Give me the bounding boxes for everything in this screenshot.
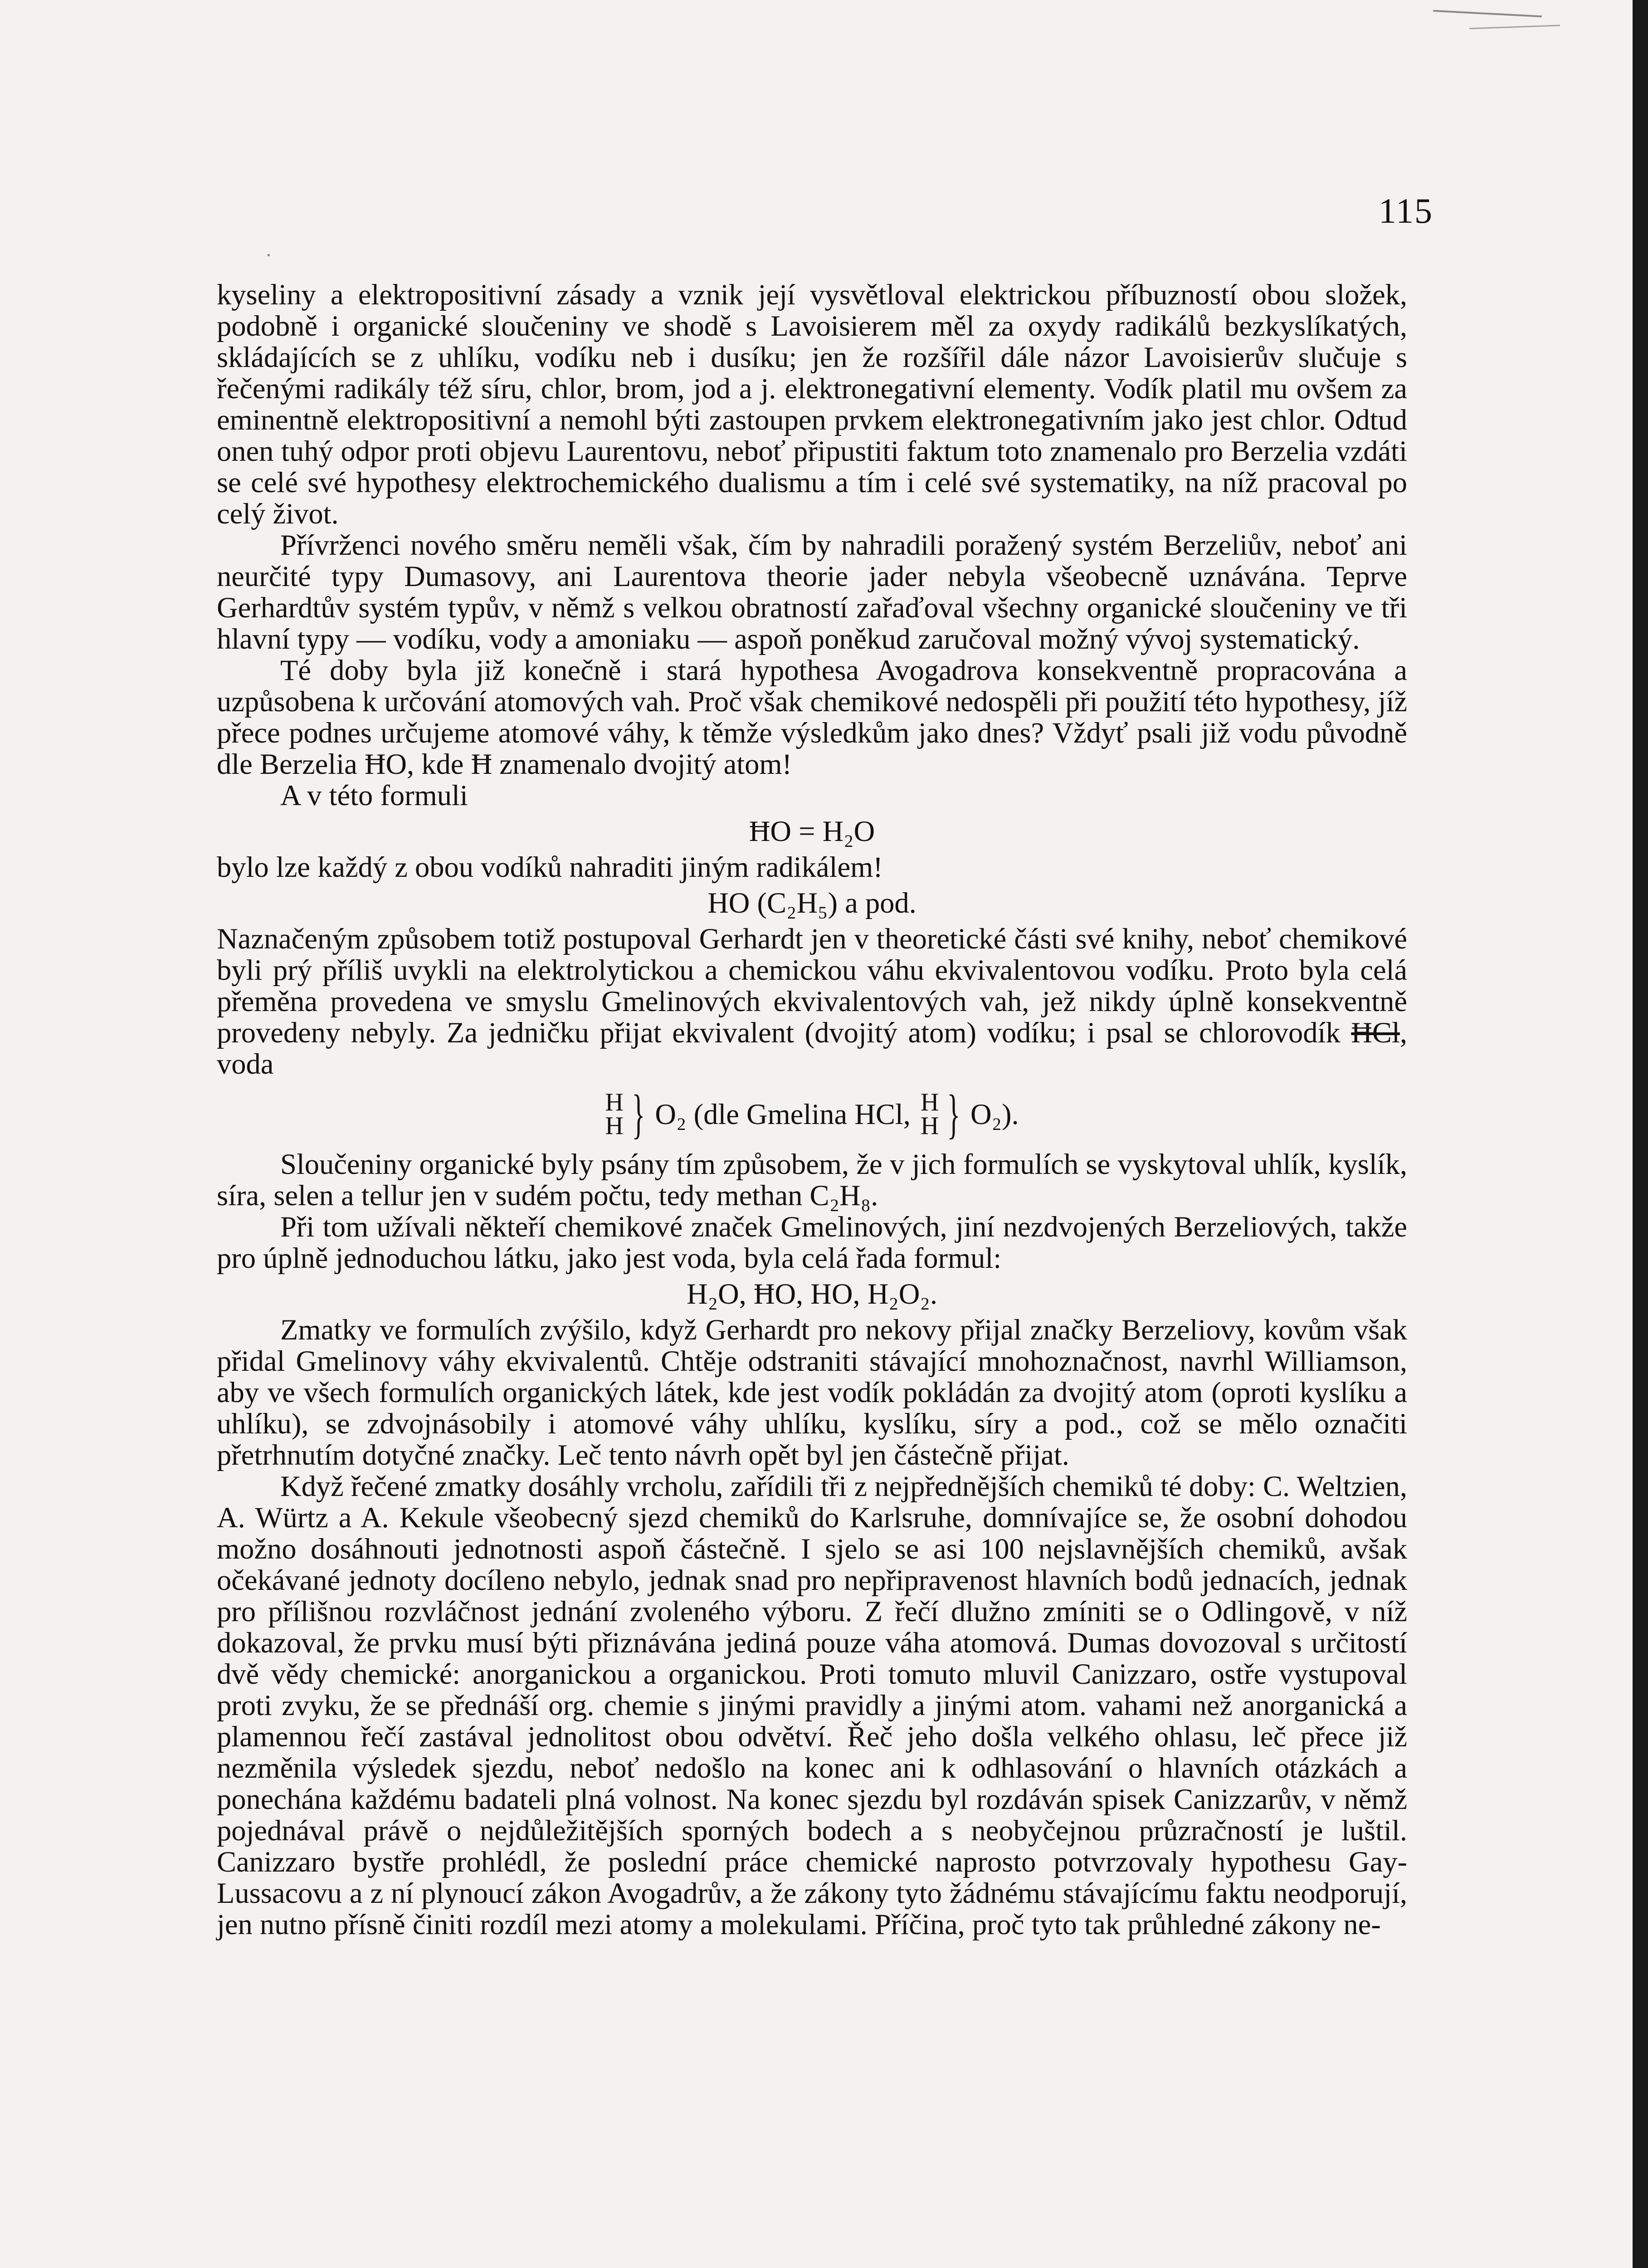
paragraph-text: Naznačeným způsobem totiž postupoval Gerhardt jen v theoretické části své knihy, neboť chemikové byli prý příliš uvykli na elektrolytickou a chemickou váhu ekvivalentovou vodíku. Proto byla celá přeměna provedena ve smyslu Gmelinových ekvivalentových vah, jež nikdy úplně konsekventně provedeny nebyly. Za jedničku přijat ekvivalent (dvojitý atom) vodíku; i psal se chlorovodík — [217, 923, 1407, 1049]
formula-symbol: H — [605, 1112, 624, 1140]
formula-symbol: H — [920, 1088, 939, 1116]
paragraph-tail: , voda — [217, 1017, 1407, 1080]
formula-stack — [921, 1090, 939, 1138]
page-body — [217, 279, 1407, 1940]
formula-water: ĦO = H₂O — [749, 815, 875, 847]
paragraph: Přívrženci nového směru neměli však, čím by nahradili poražený systém Berzeliův, neboť ani neurčité typy Dumasovy, ani Laurentova theorie jader nebyla všeobecně uznávána. Teprve Gerhardtův systém typův, v němž s velkou obratností zařaďoval všechny organické sloučeniny ve tři hlavní typy — vodíku, vody a amoniaku — aspoň poněkud zaručoval možný vývoj systematický. — [217, 529, 1407, 655]
scan-edge-right — [1633, 0, 1648, 2268]
formula-symbol: H — [920, 1112, 939, 1140]
formula-stack — [605, 1090, 623, 1138]
formula-text: O₂ (dle Gmelina HCl, — [655, 1098, 911, 1130]
paragraph: bylo lze každý z obou vodíků nahraditi jiným radikálem! — [217, 851, 883, 883]
scan-speck — [268, 254, 270, 256]
paragraph: Při tom užívali někteří chemikové značek Gmelinových, jiní nezdvojených Berzeliových, takže pro úplně jednoduchou látku, jako jest voda, byla celá řada formul: — [217, 1211, 1407, 1274]
page-number: 115 — [1378, 191, 1433, 230]
paragraph: kyseliny a elektropositivní zásady a vznik její vysvětloval elektrickou příbuzností obou složek, podobně i organické sloučeniny ve shodě s Lavoisierem měl za oxydy radikálů bezkyslíkatých, skládajících se z uhlíku, vodíku neb i dusíku; jen že rozšířil dále názor Lavoisierův slučuje s řečenými radikály též síru, chlor, brom, jod a j. elektronegativní elementy. Vodík platil mu ovšem za eminentně elektropositivní a nemohl býti zastoupen prvkem elektronegativním jako jest chlor. Odtud onen tuhý odpor proti objevu Laurentovu, neboť připustiti faktum toto znamenalo pro Berzelia vzdáti se celé své hypothesy elektrochemického dualismu a tím i celé své systematiky, na níž pracoval po celý život. — [217, 279, 1407, 530]
paragraph: A v této formuli — [280, 779, 468, 811]
paragraph: Zmatky ve formulích zvýšilo, když Gerhardt pro nekovy přijal značky Berzeliovy, kovům však přidal Gmelinovy váhy ekvivalentů. Chtěje odstraniti stávající mnohoznačnost, navrhl Williamson, aby ve všech formulích organických látek, kde jest vodík pokládán za dvojitý atom (oproti kyslíku a uhlíku), se zdvojnásobily i atomové váhy uhlíku, kyslíku, síry a pod., což se mělo označiti přetrhnutím dotyčné značky. Leč tento návrh opět byl jen částečně přijat. — [217, 1314, 1407, 1471]
paragraph: Té doby byla již konečně i stará hypothesa Avogadrova konsekventně propracována a uzpůsobena k určování atomových vah. Proč však chemikové nedospěli při použití této hypothesy, jíž přece podnes určujeme atomové váhy, k těmže výsledkům jako dnes? Vždyť psali již vodu původně dle Berzelia ĦO, kde Ħ znamenalo dvojitý atom! — [217, 654, 1407, 780]
paragraph — [217, 923, 1407, 1080]
formula-symbol: H — [605, 1088, 624, 1116]
formula-water-series: H₂O, ĦO, HO, H₂O₂. — [687, 1278, 937, 1310]
formula-substitution: HO (C₂H₅) a pod. — [707, 887, 917, 919]
brace-icon: } — [947, 1084, 961, 1144]
formula-text: O₂). — [970, 1098, 1019, 1130]
paragraph: Sloučeniny organické byly psány tím způsobem, že v jich formulích se vyskytoval uhlík, kyslík, síra, selen a tellur jen v sudém počtu, tedy methan C₂H₈. — [217, 1148, 1407, 1212]
formula-gmelin-water — [217, 1084, 1407, 1144]
formula-hcl-struck: ĦCl — [1351, 1017, 1400, 1049]
brace-icon: } — [632, 1084, 645, 1144]
paragraph: Když řečené zmatky dosáhly vrcholu, zařídili tři z nejpřednějších chemiků té doby: C. Weltzien, A. Würtz a A. Kekule všeobecný sjezd chemiků do Karlsruhe, domnívajíce se, že osobní dohodou možno dosáhnouti jednotnosti aspoň částečně. I sjelo se asi 100 nejslavnějších chemiků, avšak očekávané jednoty docíleno nebylo, jednak snad pro nepřipravenost hlavních bodů jednacích, jednak pro přílišnou rozvláčnost jednání zvoleného výboru. Z řečí dlužno zmíniti se o Odlingově, v níž dokazoval, že prvku musí býti přiznávána jediná pouze váha atomová. Dumas dovozoval s určitostí dvě vědy chemické: anorganickou a organickou. Proti tomuto mluvil Canizzaro, ostře vystupoval proti zvyku, že se přednáší org. chemie s jinými pravidly a jinými atom. vahami než anorganická a plamennou řečí zastával jednolitost obou odvětví. Řeč jeho došla velkého ohlasu, leč přece již nezměnila výsledek sjezdu, neboť nedošlo na konec ani k odhlasování o hlavních otázkách a ponechána každému badateli plná volnost. Na konec sjezdu byl rozdáván spisek Canizzarův, v němž pojednával právě o nejdůležitějších sporných bodech a s neobyčejnou průzračností je luštil. Canizzaro bystře prohlédl, že poslední práce chemické naprosto potvrzovaly hypothesu Gay-Lussacovu a z ní plynoucí zákon Avogadrův, a že zákony tyto žádnému stávajícímu faktu neodporují, jen nutno přísně činiti rozdíl mezi atomy a molekulami. Příčina, proč tyto tak průhledné zákony ne- — [217, 1470, 1407, 1941]
